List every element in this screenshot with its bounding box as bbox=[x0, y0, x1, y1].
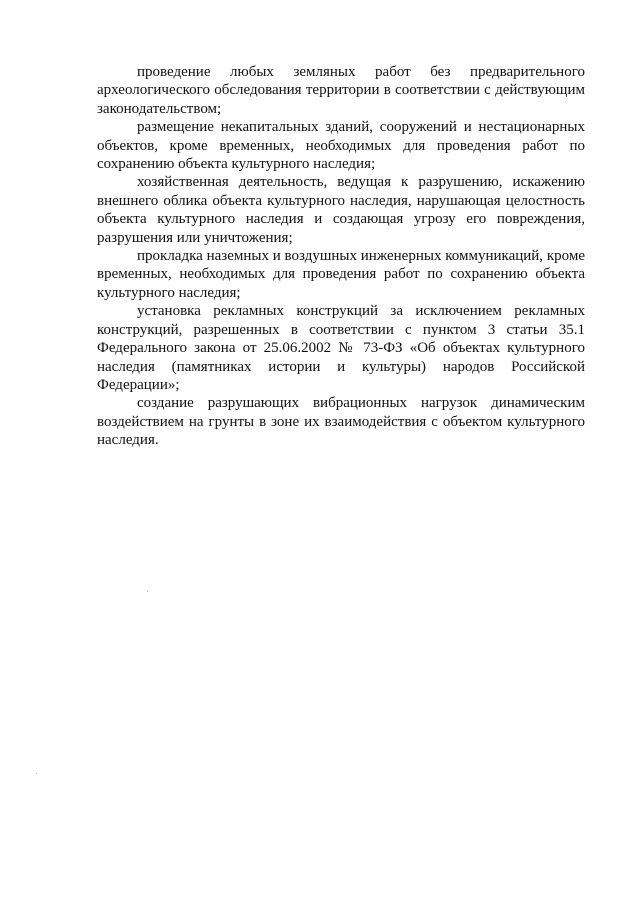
list-item: проведение любых земляных работ без предварительного археологического обследования территории в соответствии с действующим законодательством; bbox=[97, 64, 585, 117]
scan-speck bbox=[147, 591, 148, 592]
list-item: прокладка наземных и воздушных инженерных коммуникаций, кроме временных, необходимых для проведения работ по сохранению объекта культурного наследия; bbox=[97, 248, 585, 301]
list-item: хозяйственная деятельность, ведущая к разрушению, искажению внешнего облика объекта культурного наследия, нарушающая целостность объекта культурного наследия и создающая угрозу его повреждения, разрушения или уничтожения; bbox=[97, 174, 585, 246]
list-item: создание разрушающих вибрационных нагрузок динамическим воздействием на грунты в зоне их взаимодействия с объектом культурного наследия. bbox=[97, 395, 585, 449]
list-item: размещение некапитальных зданий, сооружений и нестационарных объектов, кроме временных, необходимых для проведения работ по сохранению объекта культурного наследия; bbox=[97, 119, 585, 173]
document-body bbox=[97, 63, 585, 450]
scan-speck bbox=[36, 773, 37, 774]
list-item: установка рекламных конструкций за исключением рекламных конструкций, разрешенных в соответствии с пунктом 3 статьи 35.1 Федерального закона от 25.06.2002 № 73-ФЗ «Об объектах культурного наследия (памятниках истории и культуры) народов Российской Федерации»; bbox=[97, 303, 585, 393]
